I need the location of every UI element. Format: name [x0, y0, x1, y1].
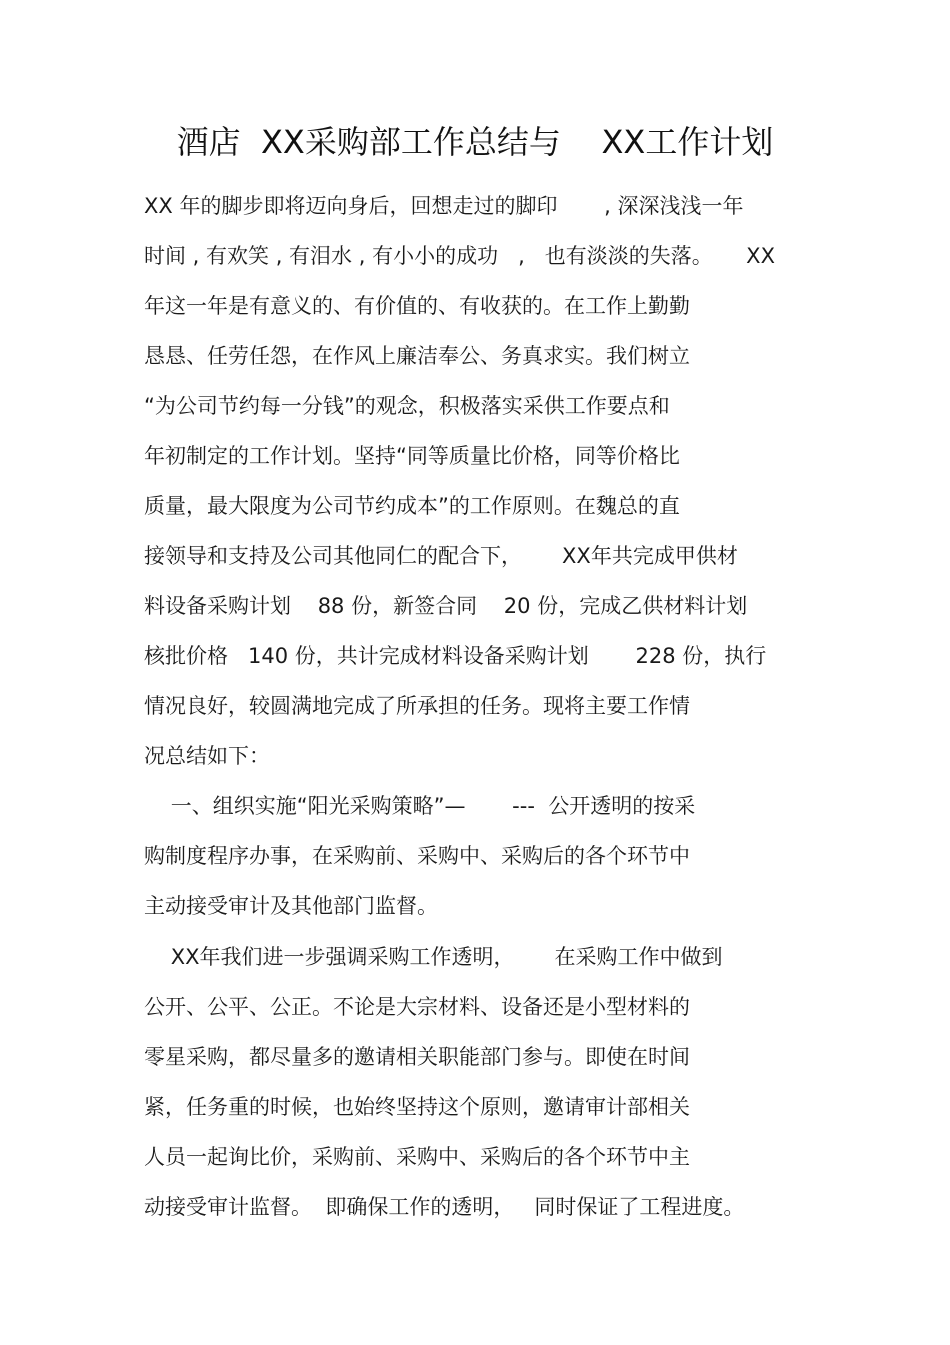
paragraph-line: 紧，任务重的时候，也始终坚持这个原则，邀请审计部相关: [144, 1095, 690, 1119]
paragraph-line: 时间 , 有欢笑 , 有泪水 , 有小小的成功 , 也有淡淡的失落。 XX: [144, 244, 775, 268]
paragraph-line: XX 年的脚步即将迈向身后，回想走过的脚印 , 深深浅浅一年: [144, 194, 744, 218]
paragraph-line: 动接受审计监督。 即确保工作的透明， 同时保证了工程进度。: [144, 1195, 745, 1219]
paragraph-line: XX年我们进一步强调采购工作透明， 在采购工作中做到: [144, 945, 723, 969]
paragraph-line: 零星采购，都尽量多的邀请相关职能部门参与。即使在时间: [144, 1045, 690, 1069]
paragraph-line: 年初制定的工作计划。坚持“同等质量比价格，同等价格比: [144, 444, 680, 468]
document-title: 酒店 XX采购部工作总结与 XX工作计划: [176, 123, 774, 161]
paragraph-line: “为公司节约每一分钱”的观念，积极落实采供工作要点和: [144, 394, 670, 418]
paragraph-line: 购制度程序办事，在采购前、采购中、采购后的各个环节中: [144, 844, 690, 868]
paragraph-line: 况总结如下：: [144, 744, 270, 768]
paragraph-line: 恳恳、任劳任怨，在作风上廉洁奉公、务真求实。我们树立: [144, 344, 690, 368]
paragraph-line: 接领导和支持及公司其他同仁的配合下， XX年共完成甲供材: [144, 544, 738, 568]
paragraph-line: 质量，最大限度为公司节约成本”的工作原则。在魏总的直: [144, 494, 680, 518]
paragraph-line: 公开、公平、公正。不论是大宗材料、设备还是小型材料的: [144, 995, 690, 1019]
section-heading-line: 一、组织实施“阳光采购策略”— --- 公开透明的按采: [144, 794, 696, 818]
paragraph-line: 情况良好，较圆满地完成了所承担的任务。现将主要工作情: [144, 694, 690, 718]
paragraph-line: 主动接受审计及其他部门监督。: [144, 894, 438, 918]
paragraph-line: 料设备采购计划 88 份，新签合同 20 份，完成乙供材料计划: [144, 594, 748, 618]
paragraph-line: 人员一起询比价，采购前、采购中、采购后的各个环节中主: [144, 1145, 690, 1169]
paragraph-line: 核批价格 140 份，共计完成材料设备采购计划 228 份，执行: [144, 644, 767, 668]
paragraph-line: 年这一年是有意义的、有价值的、有收获的。在工作上勤勤: [144, 294, 690, 318]
